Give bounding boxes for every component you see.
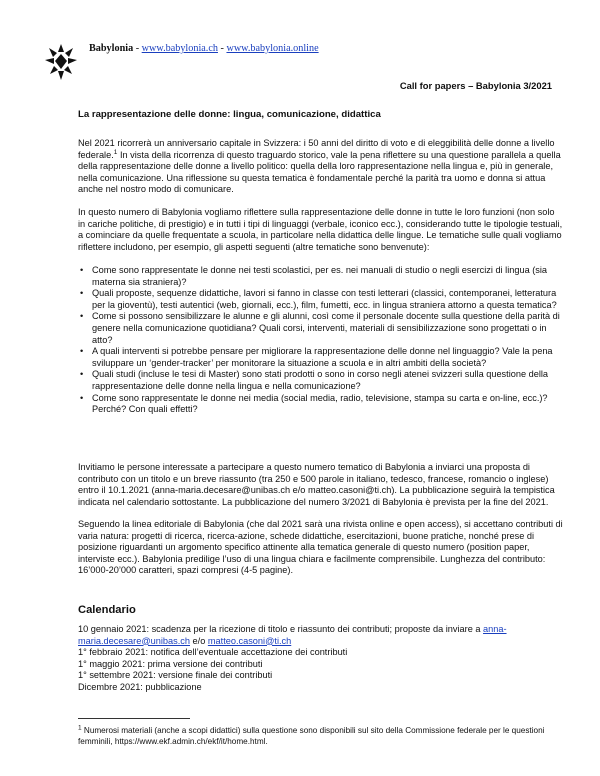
babylonia-ch-link[interactable]: www.babylonia.ch	[141, 43, 218, 54]
footnote-divider	[78, 718, 190, 719]
footnote-text: Numerosi materiali (anche a scopi didattici) sulla questione sono disponibili sul sito della Commissione federale per le questioni femminili, https://www.ekf.admin.ch/ekf/it/home.html.	[78, 726, 545, 746]
calendar-list	[78, 624, 564, 694]
calendar-entry	[78, 624, 564, 647]
list-item: • Quali proposte, sequenze didattiche, lavori si fanno in classe con testi letterari (classici, contemporanei, letteratura per la gioventù), testi autentici (web, giornali, ecc.), film, fumetti, ecc. in lingua straniera attorno a questa tematica?	[78, 288, 564, 311]
babylonia-logo-icon	[43, 42, 79, 82]
calendar-heading: Calendario	[78, 604, 136, 616]
list-item: • Come si possono sensibilizzare le alunne e gli alunni, così come il personale docente sulla questione della parità di genere nella comunicazione quotidiana? Quali corsi, interventi, materiali di sensibilizzazione sono progettati o in atto?	[78, 311, 564, 346]
babylonia-online-link[interactable]: www.babylonia.online	[226, 43, 319, 54]
brand-separator: -	[217, 43, 227, 54]
list-item: • Quali studi (incluse le tesi di Master) sono stati prodotti o sono in corso negli atenei svizzeri sulla questione della rappresentazione delle donne nella lingua e nella comunicazione?	[78, 369, 564, 392]
call-for-papers-title: Call for papers – Babylonia 3/2021	[399, 80, 552, 91]
list-item: • Come sono rappresentate le donne nei media (social media, radio, televisione, stampa su carta e on-line, ecc.)? Perché? Con quali effetti?	[78, 393, 564, 416]
calendar-entry: Dicembre 2021: pubblicazione	[78, 681, 202, 692]
footnote-number: 1	[78, 724, 82, 732]
paragraph-invitation: Invitiamo le persone interessate a partecipare a questo numero tematico di Babylonia a inviarci una proposta di contributo con un titolo e un breve riassunto (tra 250 e 500 parole in italiano, tedesco, francese, romancio o inglese) entro il 10.1.2021 (anna-maria.decesare@unibas.ch e/o matteo.casoni@ti.ch). La pubblicazione seguirà la tempistica indicata nel calendario sottostante. La pubblicazione del numero 3/2021 di Babylonia è prevista per la fine del 2021.	[78, 462, 555, 507]
brand-line	[89, 42, 319, 55]
paragraph-intro	[78, 138, 564, 196]
list-item: • A quali interventi si potrebbe pensare per migliorare la rappresentazione delle donne nel linguaggio? Vale la pena sviluppare un ‘gender-tracker’ per monitorare la situazione a scuola e in altri ambiti della società?	[78, 346, 564, 369]
footnote-ref[interactable]: 1	[113, 148, 118, 156]
footnote	[78, 725, 564, 747]
paragraph-guidelines: Seguendo la linea editoriale di Babylonia (che dal 2021 sarà una rivista online e open access), si accettano contributi di varia natura: progetti di ricerca, ricerca-azione, schede didattiche, esercitazioni, buone pratiche, nonché prese di posizione riguardanti un argomento specifico attinente alla tematica generale di questo numero (position paper, interviste ecc.). Babylonia predilige l’uso di una lingua chiara e facilmente comprensibile. Lunghezza del contributo: 16’000-20’000 caratteri, spazi compresi (4-5 pagine).	[78, 519, 563, 576]
intro-text-b: In vista della ricorrenza di questo traguardo storico, vale la pena riflettere su una questione parallela a quella della rappresentazione delle donne a livello politico: quella della loro rappresentazione nella lingua e, più in generale, nella comunicazione. Una riflessione su questa tematica è fondamentale perché la parità tra uomo e donna si attua anche nel nostro modo di comunicare.	[78, 149, 561, 195]
calendar-entry-text: 10 gennaio 2021: scadenza per la ricezione di titolo e riassunto dei contributi; proposte da inviare a	[78, 624, 484, 634]
email-link-casoni[interactable]: matteo.casoni@ti.ch	[207, 635, 292, 646]
list-item: • Come sono rappresentate le donne nei testi scolastici, per es. nei manuali di studio o negli esercizi di lingua (sia materna sia straniera)?	[78, 265, 564, 288]
intro-text-a: Nel 2021 ricorrerà un anniversario capitale in Svizzera: i 50 anni del diritto di voto e di eleggibilità delle donne a livello federale.	[78, 138, 555, 160]
brand-name: Babylonia	[89, 43, 134, 54]
brand-separator: -	[133, 43, 142, 54]
calendar-entry: 1° febbraio 2021: notifica dell’eventuale accettazione dei contributi	[78, 647, 348, 658]
paragraph-topics: In questo numero di Babylonia vogliamo riflettere sulla rappresentazione delle donne in tutte le loro funzioni (non solo in cariche politiche, di prestigio) e in tutti i tipi di linguaggi (verbale, iconico ecc.), considerando tutte le tipologie testuali, a cominciare da quelle frequentate a scuola, in particolare nella didattica delle lingue. Le tematiche sulle quali vogliamo riflettere includono, per esempio, gli aspetti seguenti (altre tematiche sono benvenute):	[78, 207, 563, 252]
calendar-entry: 1° settembre 2021: versione finale dei contributi	[78, 670, 273, 681]
calendar-entry: 1° maggio 2021: prima versione dei contributi	[78, 658, 263, 669]
document-title: La rappresentazione delle donne: lingua, comunicazione, didattica	[78, 109, 381, 120]
topic-list	[78, 265, 564, 416]
calendar-entry-text: e/o	[189, 635, 208, 646]
email-link-decesare[interactable]: anna-maria.decesare@unibas.ch	[78, 624, 507, 646]
